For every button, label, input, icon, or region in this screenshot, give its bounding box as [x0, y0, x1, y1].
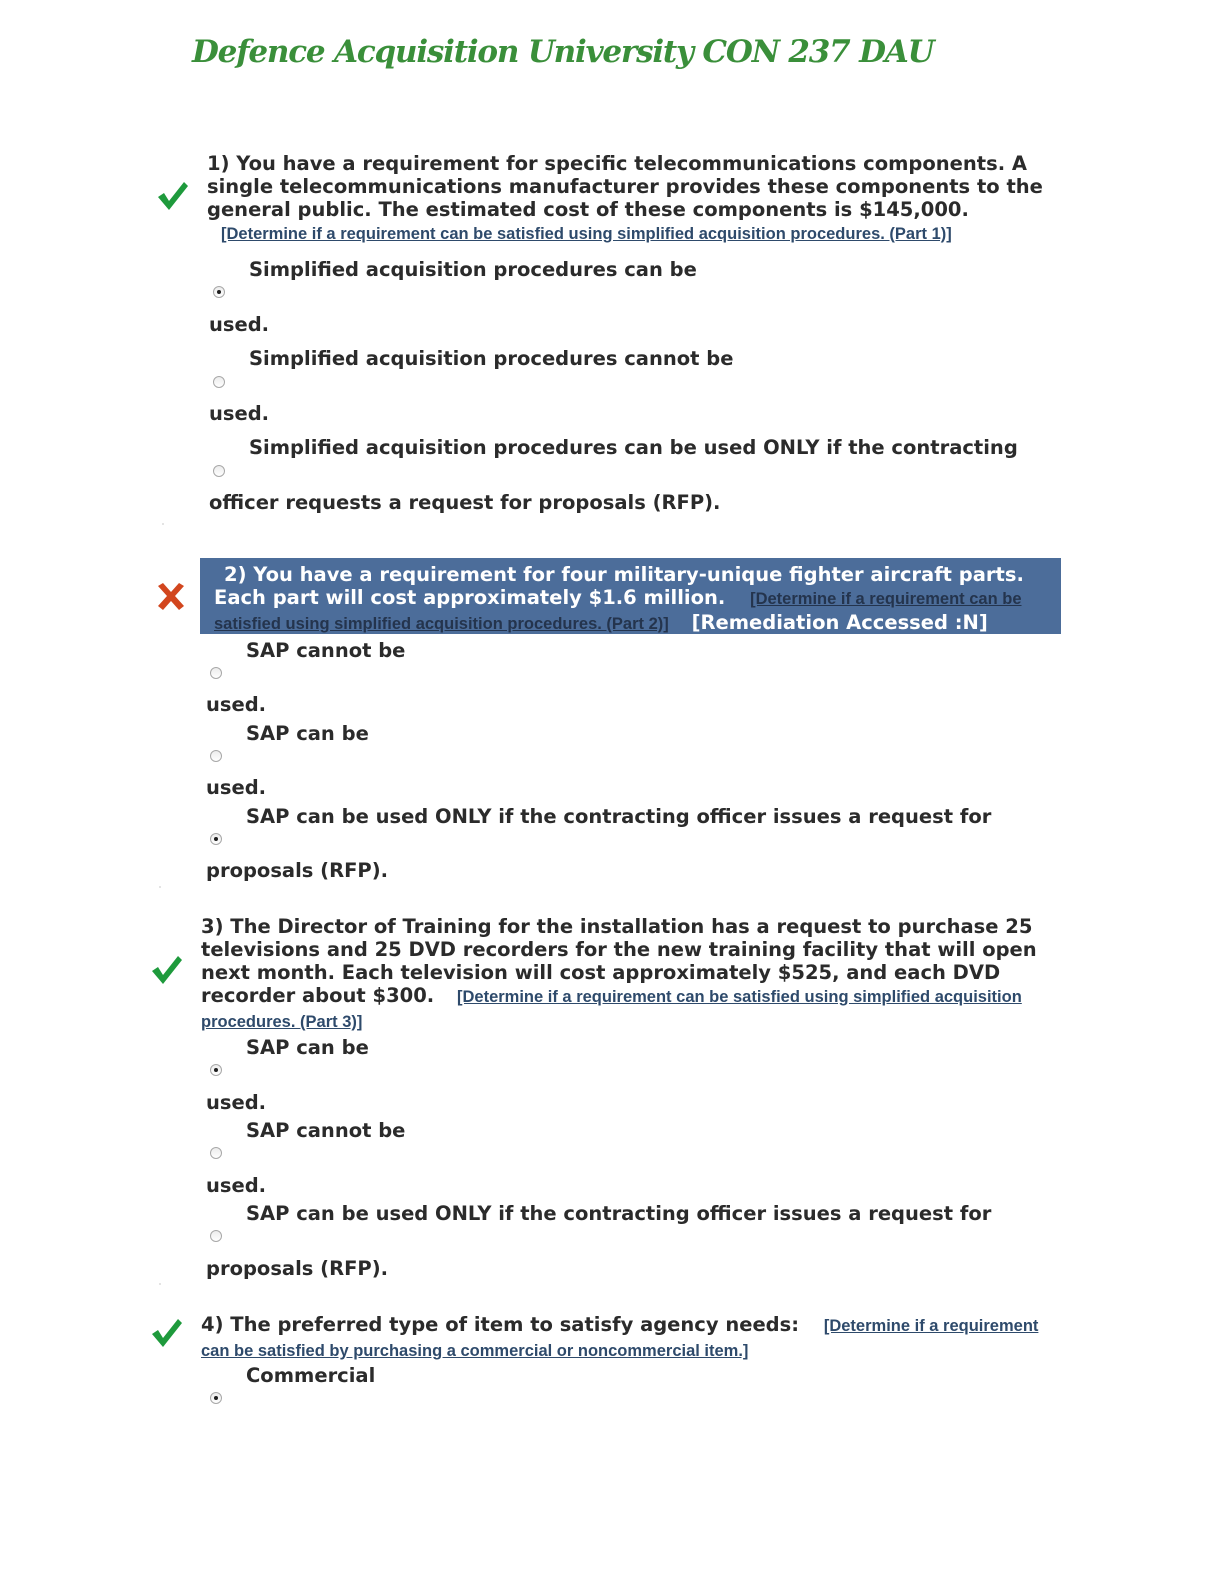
q2-option-1-label: SAP cannot be — [246, 639, 406, 662]
q2-option-3-label: SAP can be used ONLY if the contracting officer issues a request for — [246, 805, 992, 828]
check-icon — [156, 179, 190, 213]
q3-option-2-radio[interactable] — [210, 1147, 222, 1159]
q1-option-1-label: Simplified acquisition procedures can be — [249, 258, 697, 281]
question-2-text: 2) You have a requirement for four military-unique fighter aircraft parts. Each part will cost approximately $1.6 million. — [214, 563, 1024, 609]
q4-option-1-label: Commercial — [246, 1364, 376, 1387]
q2-option-1-label-cont: used. — [206, 693, 267, 716]
q4-option-1-radio[interactable] — [210, 1392, 222, 1404]
q3-option-3-label: SAP can be used ONLY if the contracting officer issues a request for — [246, 1202, 992, 1225]
question-4-text: 4) The preferred type of item to satisfy agency needs: — [201, 1313, 800, 1336]
q3-option-3-radio[interactable] — [210, 1230, 222, 1242]
question-4-reference-link[interactable]: [Determine if a requirement can be satisfied by purchasing a commercial or noncommercial item.] — [201, 1317, 1039, 1360]
question-2 — [214, 563, 1054, 636]
q1-option-1-label-cont: used. — [209, 313, 270, 336]
question-2-reference-link[interactable]: [Determine if a requirement can be satisfied using simplified acquisition procedures. (Part 2)] — [214, 590, 1022, 633]
question-3 — [201, 915, 1061, 1034]
q1-option-3-label-cont: officer requests a request for proposals (RFP). — [209, 491, 721, 514]
question-1-reference-link[interactable]: [Determine if a requirement can be satisfied using simplified acquisition procedures. (Part 1)] — [221, 225, 952, 243]
separator-dot — [159, 886, 161, 888]
question-3-text: 3) The Director of Training for the installation has a request to purchase 25 televisions and 25 DVD recorders for the new training facility that will open next month. Each television will cost approximately $525, and each DVD recorder about $300. — [201, 915, 1037, 1007]
question-1 — [207, 152, 1057, 246]
q2-option-3-label-cont: proposals (RFP). — [206, 859, 389, 882]
cross-icon — [154, 580, 188, 614]
remediation-status: [Remediation Accessed :N] — [691, 611, 988, 634]
check-icon — [150, 1316, 184, 1350]
q3-option-2-label-cont: used. — [206, 1174, 267, 1197]
q1-option-2-label: Simplified acquisition procedures cannot be — [249, 347, 734, 370]
separator-dot — [162, 523, 164, 525]
q3-option-1-label: SAP can be — [246, 1036, 369, 1059]
check-icon — [150, 953, 184, 987]
q2-option-2-radio[interactable] — [210, 750, 222, 762]
page-title: Defence Acquisition University CON 237 DAU — [192, 34, 934, 70]
q1-option-1-radio[interactable] — [213, 286, 225, 298]
q2-option-3-radio[interactable] — [210, 833, 222, 845]
question-3-reference-link[interactable]: [Determine if a requirement can be satisfied using simplified acquisition procedures. (Part 3)] — [201, 988, 1022, 1031]
q3-option-1-radio[interactable] — [210, 1064, 222, 1076]
q3-option-1-label-cont: used. — [206, 1091, 267, 1114]
q2-option-2-label-cont: used. — [206, 776, 267, 799]
q1-option-2-radio[interactable] — [213, 376, 225, 388]
q1-option-2-label-cont: used. — [209, 402, 270, 425]
q3-option-2-label: SAP cannot be — [246, 1119, 406, 1142]
question-1-text: 1) You have a requirement for specific telecommunications components. A single telecommunications manufacturer provides these components to the general public. The estimated cost of these components is $145,000. — [207, 152, 1043, 221]
question-4 — [201, 1313, 1071, 1363]
q1-option-3-label: Simplified acquisition procedures can be used ONLY if the contracting — [249, 436, 1018, 459]
separator-dot — [159, 1283, 161, 1285]
q1-option-3-radio[interactable] — [213, 465, 225, 477]
q2-option-1-radio[interactable] — [210, 667, 222, 679]
q3-option-3-label-cont: proposals (RFP). — [206, 1257, 389, 1280]
q2-option-2-label: SAP can be — [246, 722, 369, 745]
